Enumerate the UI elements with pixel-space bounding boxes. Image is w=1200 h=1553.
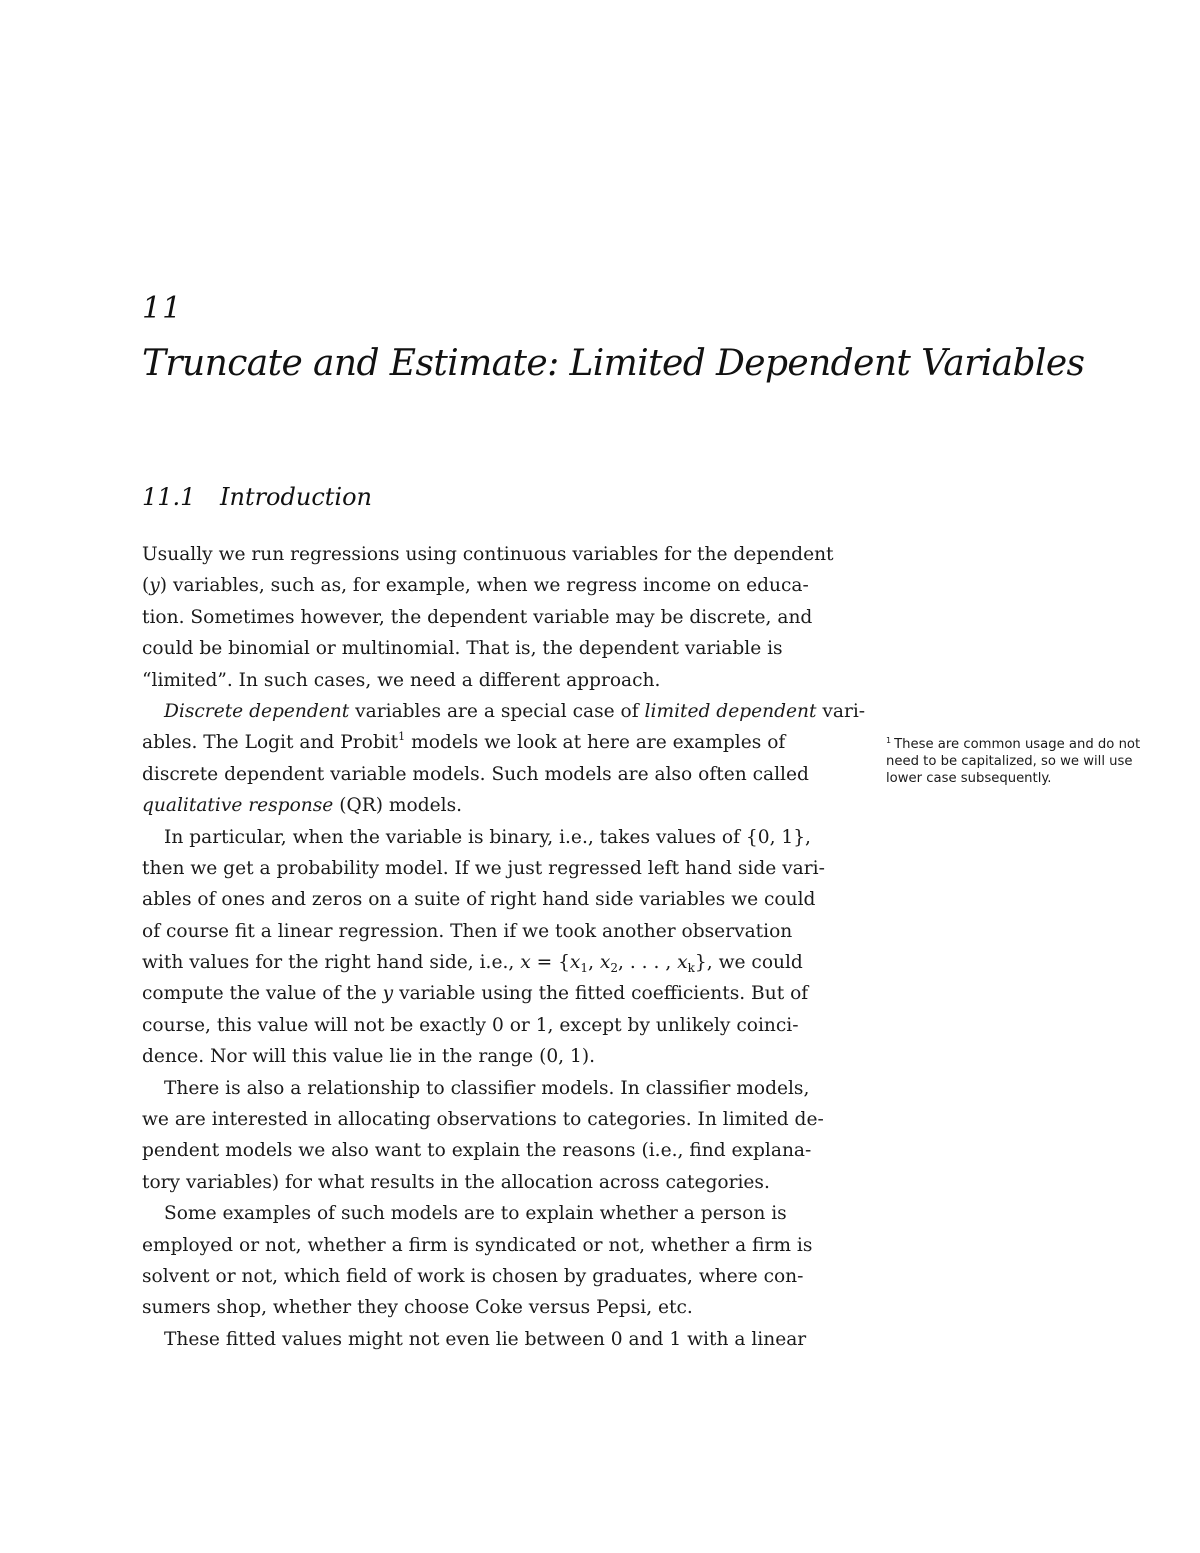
body-text — [142, 539, 866, 1355]
paragraph-3-line: then we get a probability model. If we just regressed left hand side vari- — [142, 857, 825, 879]
paragraph-3-line: of course fit a linear regression. Then if we took another observation — [142, 920, 793, 942]
margin-footnote: $^1$ These are common usage and do not need to be capitalized, so we will use lower case subsequently. — [886, 736, 1141, 786]
paragraph-6-line: These fitted values might not even lie between 0 and 1 with a linear — [164, 1328, 807, 1350]
paragraph-1-line: (y) variables, such as, for example, when we regress income on educa- — [142, 575, 809, 597]
paragraph-3-line: ables of ones and zeros on a suite of right hand side variables we could — [142, 889, 816, 911]
section-heading — [142, 483, 372, 511]
footnote-marker: 1 — [398, 730, 406, 744]
paragraph-3-line: with values for the right hand side, i.e., $x = \{x_1$, $x_2$, . . . , $x_k$}, we could — [142, 952, 803, 976]
paragraph-4-line: There is also a relationship to classifier models. In classifier models, — [164, 1077, 810, 1099]
paragraph-5-line: employed or not, whether a firm is syndicated or not, whether a firm is — [142, 1234, 813, 1256]
paragraph-2-line: discrete dependent variable models. Such models are also often called — [142, 763, 809, 785]
chapter-number: 11 — [142, 291, 183, 326]
paragraph-4-line: we are interested in allocating observations to categories. In limited de- — [142, 1109, 824, 1131]
paragraph-1-line: “limited”. In such cases, we need a different approach. — [142, 669, 661, 691]
paragraph-2-line: ables. The Logit and Probit$^1$ models we look at here are examples of — [142, 730, 786, 754]
paragraph-5-line: sumers shop, whether they choose Coke versus Pepsi, etc. — [142, 1297, 693, 1319]
paragraph-4-line: pendent models we also want to explain the reasons (i.e., find explana- — [142, 1140, 812, 1162]
paragraph-4-line: tory variables) for what results in the allocation across categories. — [142, 1171, 770, 1193]
section-title: Introduction — [220, 483, 372, 511]
section-number: 11.1 — [142, 483, 196, 511]
paragraph-5-line: solvent or not, which field of work is chosen by graduates, where con- — [142, 1265, 804, 1287]
chapter-title: Truncate and Estimate: Limited Dependent Variables — [142, 343, 1085, 384]
paragraph-3-line: course, this value will not be exactly 0 or 1, except by unlikely coinci- — [142, 1014, 799, 1036]
paragraph-2-line: qualitative response (QR) models. — [142, 795, 463, 817]
paragraph-1-line: could be binomial or multinomial. That is, the dependent variable is — [142, 638, 783, 660]
paragraph-1-line: tion. Sometimes however, the dependent variable may be discrete, and — [142, 606, 813, 628]
paragraph-1-line: Usually we run regressions using continuous variables for the dependent — [142, 544, 834, 565]
paragraph-2-line: Discrete dependent variables are a special case of limited dependent vari- — [164, 700, 866, 722]
paragraph-3-line: compute the value of the y variable using the fitted coefficients. But of — [142, 983, 809, 1005]
paragraph-5-line: Some examples of such models are to explain whether a person is — [164, 1203, 787, 1225]
footnote-number: 1 — [886, 736, 892, 745]
paragraph-3-line: dence. Nor will this value lie in the range (0, 1). — [142, 1046, 595, 1068]
paragraph-3-line: In particular, when the variable is binary, i.e., takes values of {0, 1}, — [164, 826, 811, 848]
